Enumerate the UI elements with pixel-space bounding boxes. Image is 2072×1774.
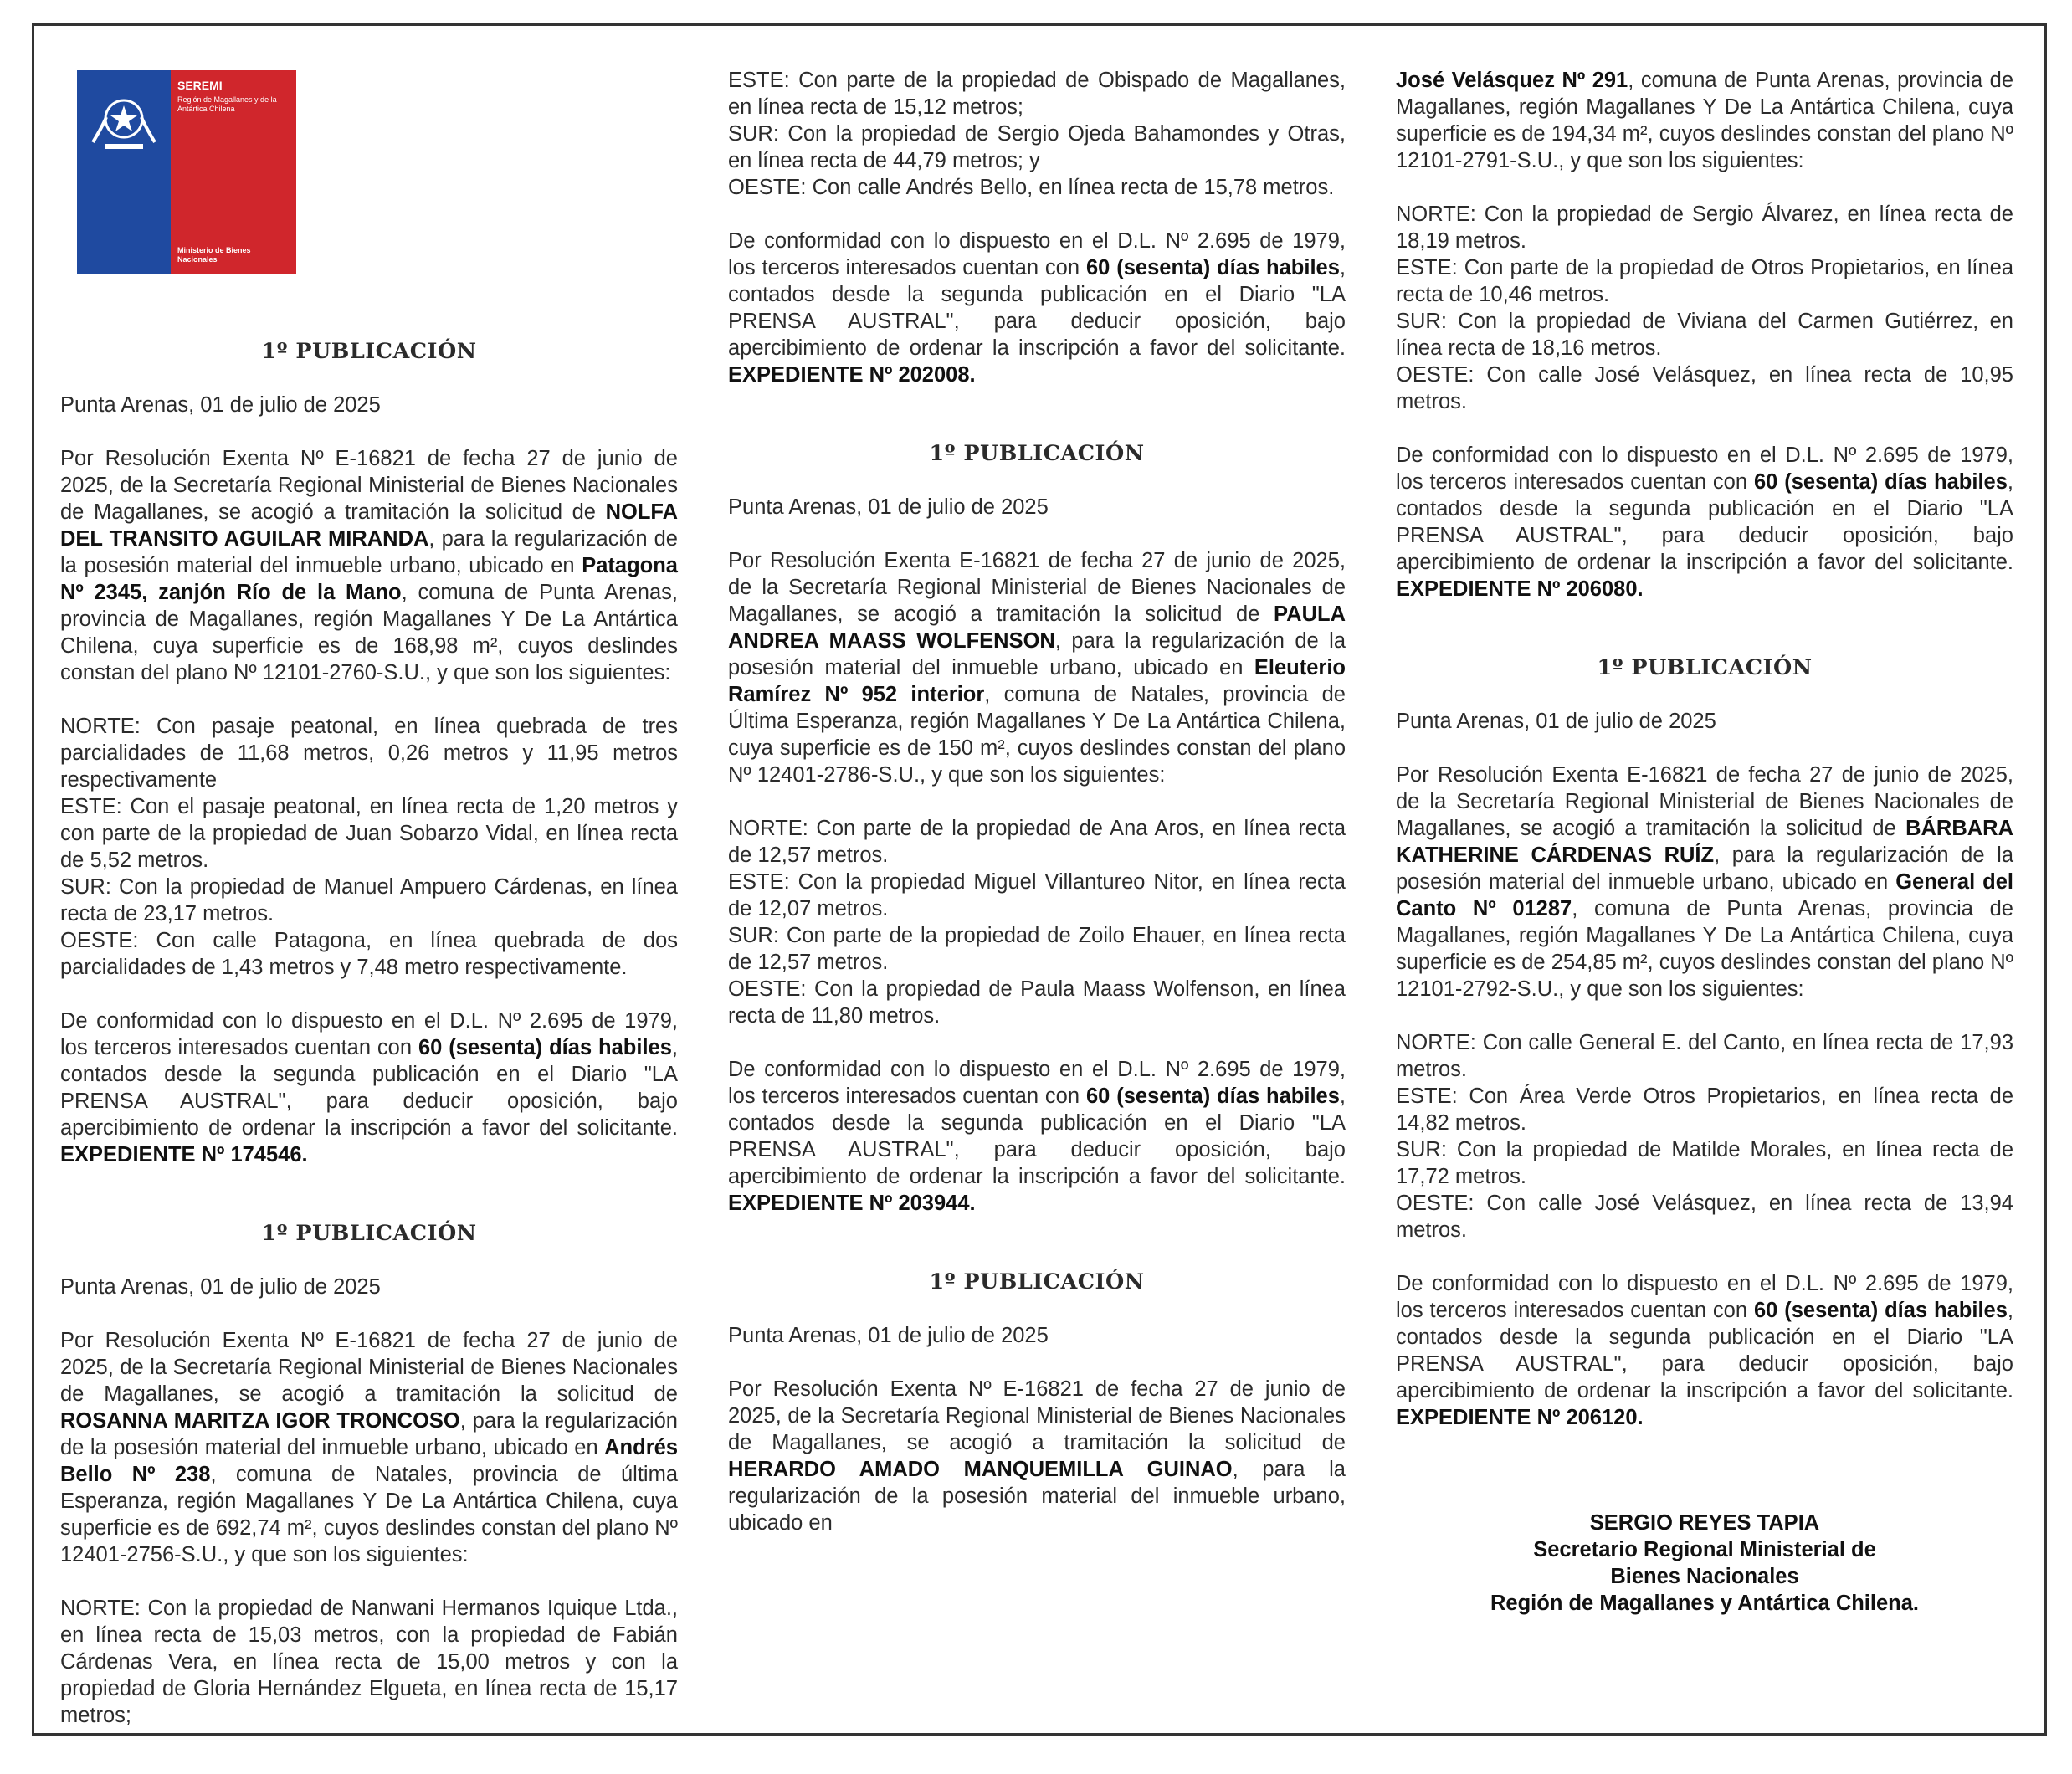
- property-address: General del Canto Nº 01287: [1396, 870, 2013, 920]
- resolution-paragraph: Por Resolución Exenta E-16821 de fecha 27 de junio de 2025, de la Secretaría Regional Ministerial de Bienes Nacionales de Magallanes, se acogió a tramitación la solicitud de PAULA ANDREA MAASS WOLFENSON, para la regularización de la posesión material del inmueble urbano, ubicado en Eleuterio Ramírez Nº 952 interior, comuna de Natales, provincia de Última Esperanza, región Magallanes Y De La Antártica Chilena, cuya superficie es de 150 m², cuyos deslindes constan del plano Nº 12401-2786-S.U., y que son los siguientes:: [728, 549, 1346, 787]
- publication-date: Punta Arenas, 01 de julio de 2025: [1396, 710, 1716, 733]
- boundary-south: SUR: Con la propiedad de Manuel Ampuero Cárdenas, en línea recta de 23,17 metros.: [60, 875, 678, 925]
- applicant-name: ROSANNA MARITZA IGOR TRONCOSO: [60, 1409, 460, 1433]
- boundary-south: SUR: Con la propiedad de Matilde Morales, en línea recta de 17,72 metros.: [1396, 1138, 2013, 1188]
- expediente-number: EXPEDIENTE Nº 203944.: [728, 1192, 976, 1215]
- boundary-north: NORTE: Con la propiedad de Nanwani Hermanos Iquique Ltda., en línea recta de 15,03 metros, con la propiedad de Fabián Cárdenas Vera, en línea recta de 15,00 metros y con la propiedad de Gloria Hernández Elgueta, en línea recta de 15,17 metros;: [60, 1597, 678, 1727]
- resolution-paragraph: Por Resolución Exenta Nº E-16821 de fecha 27 de junio de 2025, de la Secretaría Regional Ministerial de Bienes Nacionales de Magallanes, se acogió a tramitación la solicitud de HERARDO AMADO MANQUEMILLA GUINAO, para la regularización de la posesión material del inmueble urbano, ubicado en: [728, 1377, 1346, 1535]
- resolution-paragraph: Por Resolución Exenta Nº E-16821 de fecha 27 de junio de 2025, de la Secretaría Regional Ministerial de Bienes Nacionales de Magallanes, se acogió a tramitación la solicitud de ROSANNA MARITZA IGOR TRONCOSO, para la regularización de la posesión material del inmueble urbano, ubicado en Andrés Bello Nº 238, comuna de Natales, provincia de última Esperanza, región Magallanes Y De La Antártica Chilena, cuya superficie es de 692,74 m², cuyos deslindes constan del plano Nº 12401-2756-S.U., y que son los siguientes:: [60, 1329, 679, 1566]
- boundary-west: OESTE: Con la propiedad de Paula Maass Wolfenson, en línea recta de 11,80 metros.: [728, 977, 1346, 1028]
- applicant-name: PAULA ANDREA MAASS WOLFENSON: [728, 602, 1346, 653]
- boundary-north: NORTE: Con pasaje peatonal, en línea quebrada de tres parcialidades de 11,68 metros, 0,26 metros y 11,95 metros respectivamente: [60, 715, 678, 792]
- publication-heading: 1º PUBLICACIÓN: [1597, 655, 1813, 680]
- publication-date: Punta Arenas, 01 de julio de 2025: [728, 1324, 1049, 1347]
- boundary-east: ESTE: Con la propiedad Miguel Villantureo Nitor, en línea recta de 12,07 metros.: [728, 870, 1346, 920]
- applicant-name: NOLFA DEL TRANSITO AGUILAR MIRANDA: [60, 500, 678, 551]
- boundary-west: OESTE: Con calle José Velásquez, en línea recta de 10,95 metros.: [1396, 363, 2013, 413]
- expediente-number: EXPEDIENTE Nº 202008.: [728, 363, 976, 387]
- signatory-region: Región de Magallanes y Antártica Chilena.: [1490, 1592, 1920, 1615]
- publication-date: Punta Arenas, 01 de julio de 2025: [60, 1275, 381, 1299]
- boundary-east: ESTE: Con el pasaje peatonal, en línea recta de 1,20 metros y con parte de la propiedad de Juan Sobarzo Vidal, en línea recta de 5,52 metros.: [60, 795, 678, 872]
- logo-region: Región de Magallanes y de la Antártica Chilena: [177, 95, 277, 113]
- logo-blue-panel: [77, 70, 171, 274]
- publication-date: Punta Arenas, 01 de julio de 2025: [60, 393, 381, 417]
- applicant-name: HERARDO AMADO MANQUEMILLA GUINAO: [728, 1458, 1233, 1481]
- logo-ministry: Ministerio de Bienes Nacionales: [177, 246, 251, 264]
- conformity-paragraph: De conformidad con lo dispuesto en el D.L. Nº 2.695 de 1979, los terceros interesados cuentan con 60 (sesenta) días habiles, contados desde la segunda publicación en el Diario "LA PRENSA AUSTRAL", para deducir oposición, bajo apercibimiento de ordenar la inscripción a favor del solicitante. EXPEDIENTE Nº 174546.: [60, 1009, 678, 1166]
- column-3: [1396, 67, 2013, 1617]
- publication-date: Punta Arenas, 01 de julio de 2025: [728, 495, 1049, 519]
- applicant-name: BÁRBARA KATHERINE CÁRDENAS RUÍZ: [1396, 817, 2013, 867]
- conformity-paragraph: De conformidad con lo dispuesto en el D.L. Nº 2.695 de 1979, los terceros interesados cuentan con 60 (sesenta) días habiles, contados desde la segunda publicación en el Diario "LA PRENSA AUSTRAL", para deducir oposición, bajo apercibimiento de ordenar la inscripción a favor del solicitante. EXPEDIENTE Nº 206120.: [1396, 1272, 2013, 1429]
- boundary-south: SUR: Con la propiedad de Sergio Ojeda Bahamondes y Otras, en línea recta de 44,79 metros; y: [728, 122, 1346, 172]
- boundary-north: NORTE: Con calle General E. del Canto, en línea recta de 17,93 metros.: [1396, 1031, 2013, 1081]
- column-2: [728, 67, 1346, 1536]
- conformity-paragraph: De conformidad con lo dispuesto en el D.L. Nº 2.695 de 1979, los terceros interesados cuentan con 60 (sesenta) días habiles, contados desde la segunda publicación en el Diario "LA PRENSA AUSTRAL", para deducir oposición, bajo apercibimiento de ordenar la inscripción a favor del solicitante. EXPEDIENTE Nº 206080.: [1396, 444, 2013, 601]
- property-address: Andrés Bello Nº 238: [60, 1436, 678, 1486]
- property-address: Eleuterio Ramírez Nº 952 interior: [728, 656, 1346, 706]
- logo-red-panel: [171, 70, 296, 274]
- conformity-paragraph: De conformidad con lo dispuesto en el D.L. Nº 2.695 de 1979, los terceros interesados cuentan con 60 (sesenta) días habiles, contados desde la segunda publicación en el Diario "LA PRENSA AUSTRAL", para deducir oposición, bajo apercibimiento de ordenar la inscripción a favor del solicitante. EXPEDIENTE Nº 203944.: [728, 1058, 1346, 1215]
- publication-heading: 1º PUBLICACIÓN: [261, 1221, 477, 1246]
- resolution-paragraph: Por Resolución Exenta E-16821 de fecha 27 de junio de 2025, de la Secretaría Regional Ministerial de Bienes Nacionales de Magallanes, se acogió a tramitación la solicitud de BÁRBARA KATHERINE CÁRDENAS RUÍZ, para la regularización de la posesión material del inmueble urbano, ubicado en General del Canto Nº 01287, comuna de Punta Arenas, provincia de Magallanes, región Magallanes Y De La Antártica Chilena, cuya superficie es de 254,85 m², cuyos deslindes constan del plano Nº 12101-2792-S.U., y que son los siguientes:: [1396, 763, 2013, 1001]
- boundary-east: ESTE: Con parte de la propiedad de Otros Propietarios, en línea recta de 10,46 metros.: [1396, 256, 2013, 306]
- resolution-paragraph: Por Resolución Exenta Nº E-16821 de fecha 27 de junio de 2025, de la Secretaría Regional Ministerial de Bienes Nacionales de Magallanes, se acogió a tramitación la solicitud de NOLFA DEL TRANSITO AGUILAR MIRANDA, para la regularización de la posesión material del inmueble urbano, ubicado en Patagona Nº 2345, zanjón Río de la Mano, comuna de Punta Arenas, provincia de Magallanes, región Magallanes Y De La Antártica Chilena, cuya superficie es de 168,98 m², cuyos deslindes constan del plano Nº 12101-2760-S.U., y que son los siguientes:: [60, 447, 678, 684]
- signatory-name: SERGIO REYES TAPIA: [1589, 1511, 1820, 1535]
- signatory-title-2: Bienes Nacionales: [1610, 1565, 1799, 1588]
- boundary-south: SUR: Con la propiedad de Viviana del Carmen Gutiérrez, en línea recta de 18,16 metros.: [1396, 310, 2013, 360]
- boundary-east: ESTE: Con parte de la propiedad de Obispado de Magallanes, en línea recta de 15,12 metros;: [728, 69, 1346, 119]
- expediente-number: EXPEDIENTE Nº 174546.: [60, 1143, 308, 1166]
- property-address: Patagona Nº 2345, zanjón Río de la Mano: [60, 554, 678, 604]
- property-address: José Velásquez Nº 291: [1396, 69, 1628, 92]
- coat-of-arms-icon: [86, 84, 162, 159]
- boundary-west: OESTE: Con calle Patagona, en línea quebrada de dos parcialidades de 1,43 metros y 7,48 metro respectivamente.: [60, 929, 678, 979]
- conformity-paragraph: De conformidad con lo dispuesto en el D.L. Nº 2.695 de 1979, los terceros interesados cuentan con 60 (sesenta) días habiles, contados desde la segunda publicación en el Diario "LA PRENSA AUSTRAL", para deducir oposición, bajo apercibimiento de ordenar la inscripción a favor del solicitante. EXPEDIENTE Nº 202008.: [728, 229, 1346, 387]
- signatory-title-1: Secretario Regional Ministerial de: [1533, 1538, 1876, 1561]
- publication-heading: 1º PUBLICACIÓN: [929, 1269, 1145, 1295]
- expediente-number: EXPEDIENTE Nº 206120.: [1396, 1406, 1644, 1429]
- boundary-north: NORTE: Con la propiedad de Sergio Álvarez, en línea recta de 18,19 metros.: [1396, 203, 2013, 253]
- logo-brand: SEREMI: [177, 79, 223, 92]
- expediente-number: EXPEDIENTE Nº 206080.: [1396, 577, 1644, 601]
- resolution-paragraph-cont: José Velásquez Nº 291, comuna de Punta Arenas, provincia de Magallanes, región Magallanes Y De La Antártica Chilena, cuya superficie es de 194,34 m², cuyos deslindes constan del plano Nº 12101-2791-S.U., y que son los siguientes:: [1396, 69, 2014, 172]
- boundary-north: NORTE: Con parte de la propiedad de Ana Aros, en línea recta de 12,57 metros.: [728, 817, 1346, 867]
- publication-heading: 1º PUBLICACIÓN: [929, 441, 1145, 466]
- seremi-logo: [77, 70, 296, 274]
- publication-heading: 1º PUBLICACIÓN: [261, 339, 477, 364]
- boundary-east: ESTE: Con Área Verde Otros Propietarios, en línea recta de 14,82 metros.: [1396, 1084, 2013, 1135]
- boundary-south: SUR: Con parte de la propiedad de Zoilo Ehauer, en línea recta de 12,57 metros.: [728, 924, 1346, 974]
- boundary-west: OESTE: Con calle Andrés Bello, en línea recta de 15,78 metros.: [728, 176, 1335, 199]
- boundary-west: OESTE: Con calle José Velásquez, en línea recta de 13,94 metros.: [1396, 1192, 2013, 1242]
- column-1: [60, 338, 678, 1729]
